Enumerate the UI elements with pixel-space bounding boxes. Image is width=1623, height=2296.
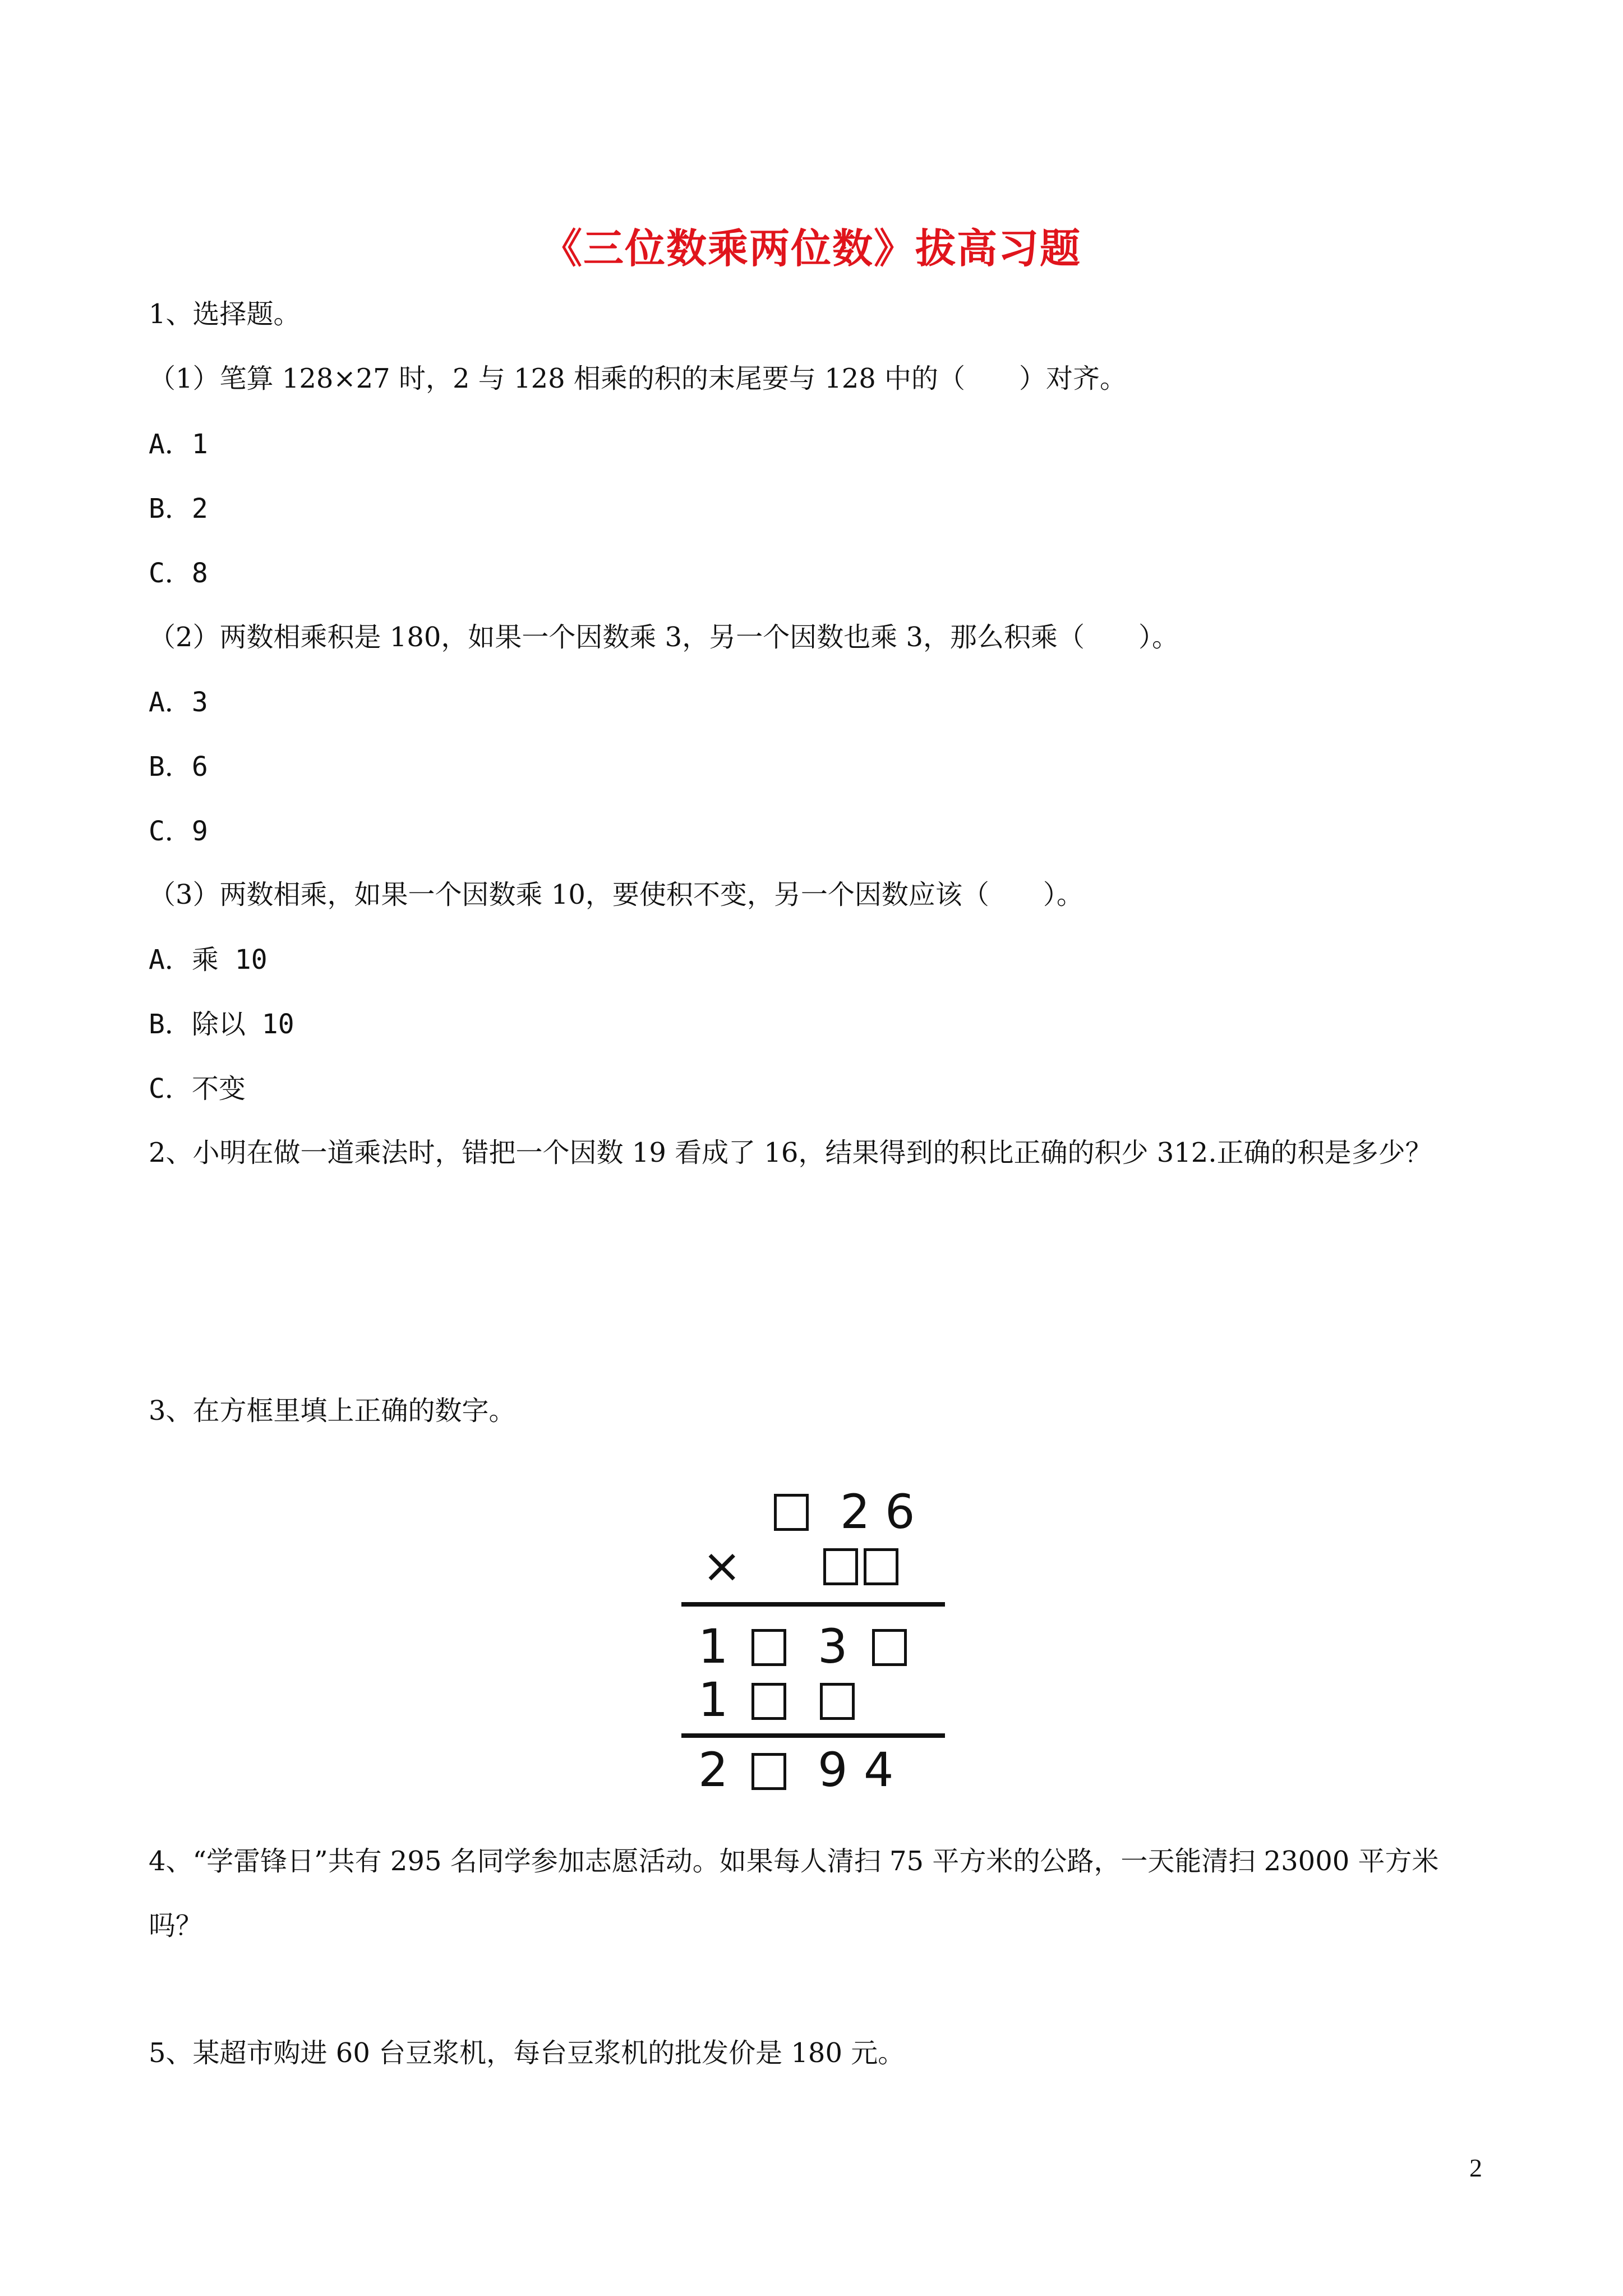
blank-box (774, 1494, 809, 1531)
q2-text: 2、小明在做一道乘法时，错把一个因数 19 看成了 16，结果得到的积比正确的积少 312.正确的积是多少？ (149, 1137, 1432, 1168)
q1-sub2-option-b: B．6 (149, 751, 208, 783)
digit: 4 (864, 1742, 894, 1797)
q1-sub3-option-a: A．乘 10 (149, 944, 268, 976)
blank-box (823, 1548, 858, 1585)
page-title: 《三位数乘两位数》拔高习题 (541, 224, 1081, 272)
q1-sub1-option-a: A．1 (149, 429, 208, 460)
multiplication-figure (673, 1458, 965, 1795)
q1-sub2-stem: （2）两数相乘积是 180，如果一个因数乘 3，另一个因数也乘 3，那么积乘（ ）。 (149, 622, 1179, 653)
q1-sub3-option-c: C．不变 (149, 1073, 246, 1105)
page-number: 2 (1469, 2154, 1482, 2182)
digit: 9 (818, 1742, 848, 1797)
q4-text-line2: 吗？ (149, 1910, 203, 1941)
q1-sub1-option-c: C．8 (149, 558, 208, 589)
blank-box (820, 1683, 855, 1720)
digit: 1 (698, 1619, 728, 1674)
digit: 3 (818, 1619, 848, 1674)
digit: 1 (698, 1672, 728, 1727)
q1-sub2-option-a: A．3 (149, 687, 208, 718)
blank-box (751, 1683, 786, 1720)
calc-rule (681, 1733, 945, 1738)
q5-text: 5、某超市购进 60 台豆浆机，每台豆浆机的批发价是 180 元。 (149, 2037, 905, 2069)
q1-sub1-stem: （1）笔算 128×27 时，2 与 128 相乘的积的末尾要与 128 中的（ ）对齐。 (149, 363, 1127, 394)
digit: 2 (698, 1742, 728, 1797)
q1-heading: 1、选择题。 (149, 298, 301, 330)
blank-box (751, 1753, 786, 1790)
q1-sub3-option-b: B．除以 10 (149, 1009, 294, 1040)
q3-text: 3、在方框里填上正确的数字。 (149, 1395, 516, 1427)
q4-text-line1: 4、“学雷锋日”共有 295 名同学参加志愿活动。如果每人清扫 75 平方米的公路，一天能清扫 23000 平方米 (149, 1846, 1439, 1877)
digit: 6 (885, 1484, 915, 1539)
q1-sub3-stem: （3）两数相乘，如果一个因数乘 10，要使积不变，另一个因数应该（ ）。 (149, 879, 1083, 910)
q1-sub1-option-b: B．2 (149, 493, 208, 524)
calc-rule (681, 1602, 945, 1607)
blank-box (864, 1548, 898, 1585)
blank-box (751, 1629, 786, 1666)
q1-sub2-option-c: C．9 (149, 816, 208, 847)
blank-box (872, 1629, 907, 1666)
multiply-sign: × (702, 1538, 742, 1593)
digit: 2 (840, 1484, 870, 1539)
